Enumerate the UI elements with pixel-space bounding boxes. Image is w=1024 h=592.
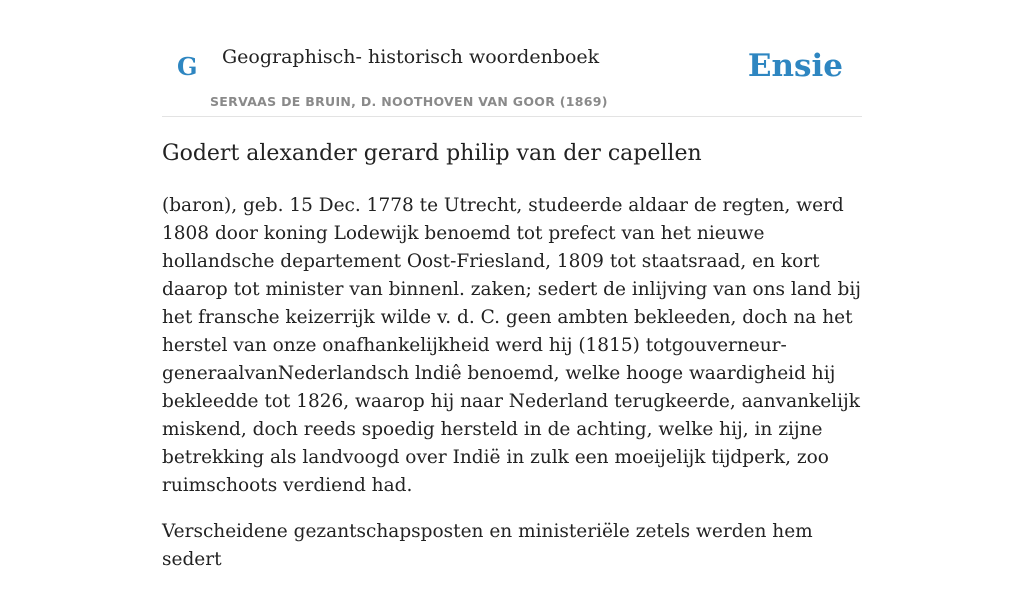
entry-title: Godert alexander gerard philip van der capellen: [162, 141, 702, 166]
book-author-meta: SERVAAS DE BRUIN, D. NOOTHOVEN VAN GOOR (1869): [210, 94, 608, 109]
book-logo-icon[interactable]: G: [177, 52, 198, 81]
page-container: [162, 0, 862, 570]
ensie-logo-link[interactable]: Ensie: [747, 48, 843, 84]
entry-paragraph: Verscheidene gezantschapsposten en ministeriële zetels werden hem sedert: [162, 521, 813, 570]
book-title-link[interactable]: Geographisch- historisch woordenboek: [222, 46, 600, 68]
book-header: [162, 0, 862, 117]
entry-paragraph: (baron), geb. 15 Dec. 1778 te Utrecht, studeerde aldaar de regten, werd 1808 door koning Lodewijk benoemd tot prefect van het nieuwe hollandsche departement Oost-Friesland, 1809 tot staatsraad, en kort daarop tot minister van binnenl. zaken; sedert de inlijving van ons land bij het fransche keizerrijk wilde v. d. C. geen ambten bekleeden, doch na het herstel van onze onafhankelijkheid werd hij (1815) totgouverneur-generaalvanNederlandsch lndiê benoemd, welke hooge waardigheid hij bekleedde tot 1826, waarop hij naar Nederland terugkeerde, aanvankelijk miskend, doch reeds spoedig hersteld in de achting, welke hij, in zijne betrekking als landvoogd over Indië in zulk een moeijelijk tijdperk, zoo ruimschoots verdiend had.: [162, 195, 862, 496]
entry-body: [162, 192, 862, 592]
